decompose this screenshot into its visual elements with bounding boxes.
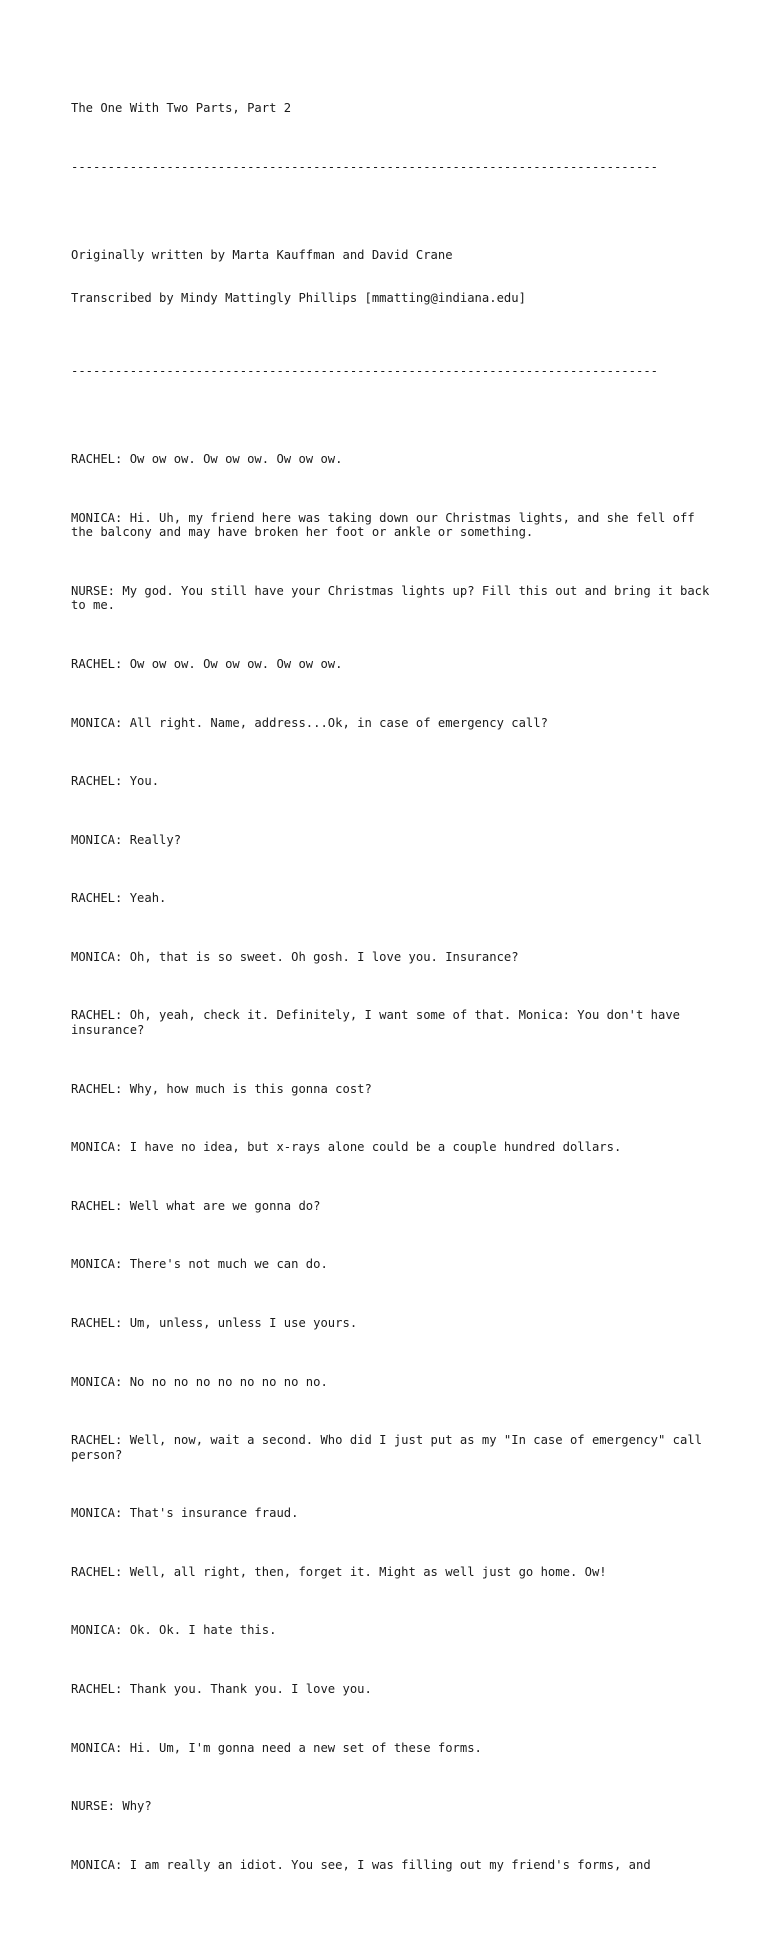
credit-line: Originally written by Marta Kauffman and David Crane xyxy=(71,247,453,262)
dialogue-line: MONICA: I have no idea, but x-rays alone could be a couple hundred dollars. xyxy=(71,1140,622,1155)
dialogue-line: NURSE: My god. You still have your Christmas lights up? Fill this out and bring it back to me. xyxy=(71,583,717,613)
document-title: The One With Two Parts, Part 2 xyxy=(71,101,292,116)
dialogue-line: MONICA: Ok. Ok. I hate this. xyxy=(71,1623,277,1638)
dialogue-line: MONICA: Hi. Um, I'm gonna need a new set of these forms. xyxy=(71,1740,482,1755)
dialogue-line: RACHEL: Oh, yeah, check it. Definitely, I want some of that. Monica: You don't have insurance? xyxy=(71,1008,688,1038)
dialogue-line: NURSE: Why? xyxy=(71,1799,152,1814)
dialogue-list xyxy=(71,423,717,1916)
dialogue-line: MONICA: Oh, that is so sweet. Oh gosh. I love you. Insurance? xyxy=(71,949,519,964)
dialogue-line: RACHEL: Why, how much is this gonna cost? xyxy=(71,1081,372,1096)
dialogue-line: MONICA: Really? xyxy=(71,832,182,847)
dialogue-line: RACHEL: Well, now, wait a second. Who did I just put as my "In case of emergency" call person? xyxy=(71,1433,710,1462)
dialogue-line: RACHEL: Thank you. Thank you. I love you. xyxy=(71,1681,372,1696)
dialogue-line: MONICA: That's insurance fraud. xyxy=(71,1506,299,1521)
dialogue-line: RACHEL: Well, all right, then, forget it. Might as well just go home. Ow! xyxy=(71,1564,607,1579)
dialogue-line: MONICA: All right. Name, address...Ok, in case of emergency call? xyxy=(71,715,548,730)
dialogue-line: RACHEL: Well what are we gonna do? xyxy=(71,1198,321,1213)
credits-block xyxy=(71,218,711,335)
dialogue-line: RACHEL: Um, unless, unless I use yours. xyxy=(71,1315,358,1330)
credit-line: Transcribed by Mindy Mattingly Phillips [mmatting@indiana.edu] xyxy=(71,291,526,306)
dialogue-line: RACHEL: Ow ow ow. Ow ow ow. Ow ow ow. xyxy=(71,656,343,671)
dialogue-line: MONICA: Hi. Uh, my friend here was taking down our Christmas lights, and she fell off the balcony and may have broken her foot or ankle or something. xyxy=(71,510,703,540)
dialogue-line: RACHEL: Yeah. xyxy=(71,891,167,906)
dialogue-line: RACHEL: You. xyxy=(71,774,160,789)
dialogue-line: MONICA: There's not much we can do. xyxy=(71,1257,328,1272)
dialogue-line: MONICA: I am really an idiot. You see, I was filling out my friend's forms, and xyxy=(71,1857,651,1872)
dialogue-line: MONICA: No no no no no no no no no. xyxy=(71,1374,328,1389)
separator-line: -------------------------------------------------------------------------------- xyxy=(71,364,658,379)
separator-line: -------------------------------------------------------------------------------- xyxy=(71,159,658,174)
transcript-document xyxy=(71,72,717,1945)
dialogue-line: RACHEL: Ow ow ow. Ow ow ow. Ow ow ow. xyxy=(71,452,343,467)
